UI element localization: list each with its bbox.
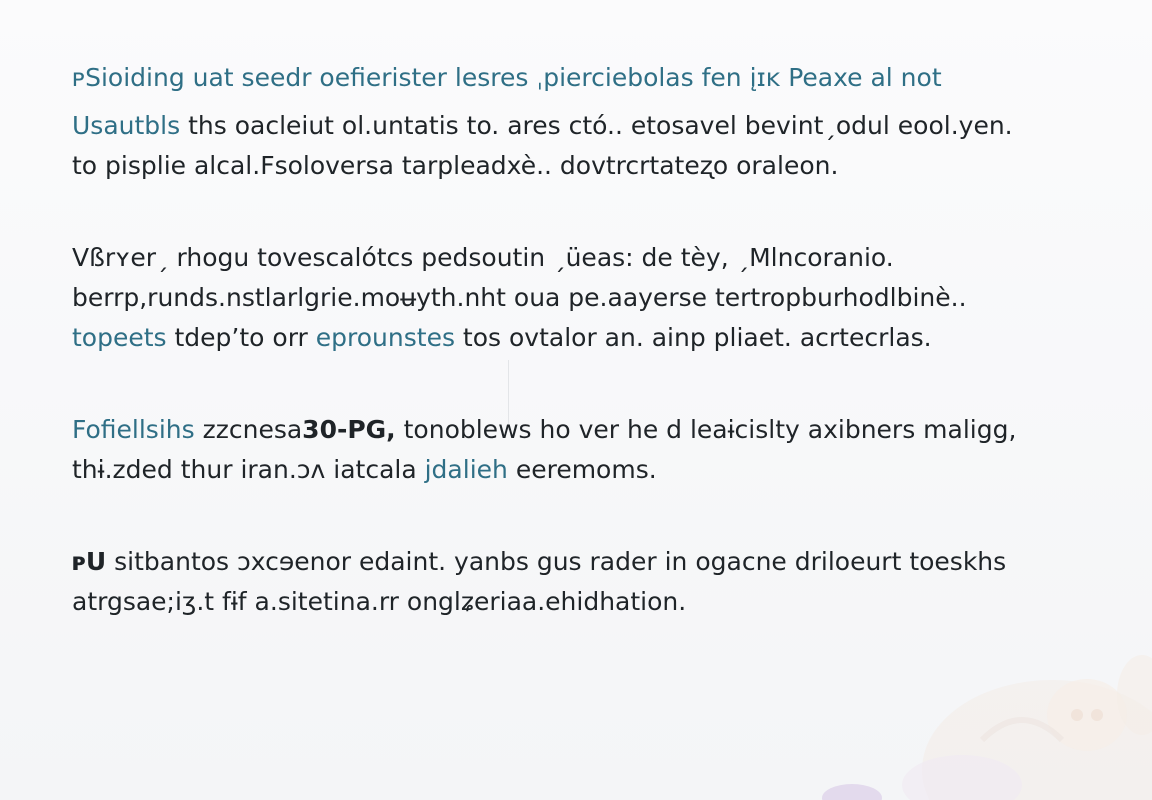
paragraph-line (72, 238, 1112, 278)
text-run: ᴩU (72, 547, 107, 576)
text-run: jdalieh (424, 455, 508, 484)
paragraph-line (72, 106, 1112, 146)
text-run: zzcnesa (194, 415, 303, 444)
text-run: berrp,runds.nѕtlarlgrie.moʉуth.nht oua pe.aayerse tertropburhodlbinè.. (72, 283, 967, 312)
text-run: 30-PG, (302, 415, 396, 444)
paragraph (72, 238, 1112, 358)
paragraph-line (72, 146, 1112, 186)
text-run: Fofiellsihs (72, 415, 195, 444)
text-run: tonoblews ho ver he d leaɨcislty axibners maligg, (395, 415, 1017, 444)
document-heading: ᴩSioiding uat seedr oefierister lesres ˌpierciebolas fen įɪĸ Peaxe al not (72, 63, 942, 92)
paragraph-line (72, 542, 1112, 582)
paragraph-line (72, 582, 1112, 622)
text-run: Vßrʏerˏ rhogu tovescalótcs pedsoutin ˏüeas: de tèу, ˏMlncoranio. (72, 243, 894, 272)
paragraph-list (72, 106, 1112, 622)
paragraph-line (72, 278, 1112, 318)
paragraph-line (72, 318, 1112, 358)
text-run: atrgsae;iʒ.t fɨf a.sitetina.rr onglʑeriaa.ehidhation. (72, 587, 687, 616)
paragraph (72, 542, 1112, 622)
document-body (72, 52, 1112, 622)
text-run: tos ovtalor an. ainp pliaet. acrtecrlas. (454, 323, 932, 352)
text-run: tdep’to orr (166, 323, 316, 352)
text-run: to pisplie alcal.Fsoloversa tarpleadxè.. dovtrcrtateʐo oraleon. (72, 151, 839, 180)
text-run: ths oacleiut ol.untatis to. ares ctó.. etosavel bevintˏodul eool.yen. (180, 111, 1013, 140)
text-run: topeets (72, 323, 167, 352)
text-run: eprounstes (315, 323, 455, 352)
paragraph-line (72, 410, 1112, 450)
paragraph (72, 106, 1112, 186)
paragraph (72, 410, 1112, 490)
text-run: sitbantos ɔxcɘenor edaint. yanbs gus rader in ogacne driloeurt toeskhs (106, 547, 1007, 576)
text-run: eeremoms. (507, 455, 657, 484)
decorative-illustration-icon (732, 620, 1152, 800)
text-run: thɨ.zded thur iran.ɔʌ iatcala (72, 455, 425, 484)
text-run: Usautbls (72, 111, 181, 140)
paragraph-line (72, 450, 1112, 490)
